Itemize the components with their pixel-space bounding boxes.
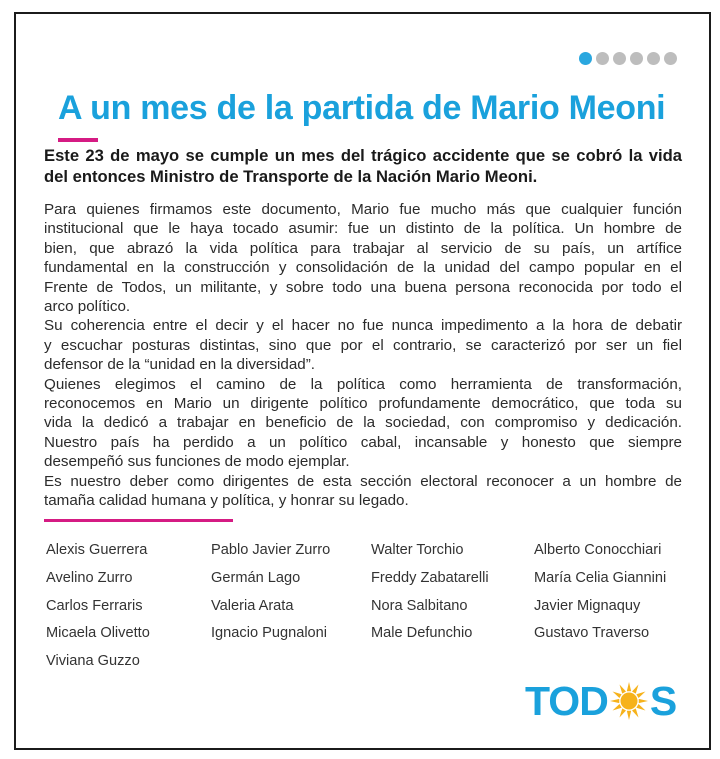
signer-name: Avelino Zurro bbox=[46, 569, 133, 586]
lead-line: Este 23 de mayo se cumple un mes del trágico accidente que se cobró la vida bbox=[44, 146, 682, 165]
sun-ray bbox=[639, 699, 648, 703]
logo-text-end: S bbox=[649, 678, 677, 724]
document-title: A un mes de la partida de Mario Meoni bbox=[58, 89, 666, 127]
body-line: Es nuestro deber como dirigentes de esta sección electoral reconocer a un hombre de bbox=[44, 472, 682, 490]
signer-name: Walter Torchio bbox=[371, 542, 464, 558]
body-line: vida la dedicó a trabajar en beneficio de la sociedad, con compromiso y dedicación. bbox=[44, 414, 682, 432]
page-dot[interactable] bbox=[579, 52, 592, 65]
signer-name: Pablo Javier Zurro bbox=[211, 542, 331, 558]
body-line: reconocemos en Mario un dirigente político profundamente democrático, que toda su bbox=[44, 395, 682, 413]
signer-name: Gustavo Traverso bbox=[534, 625, 650, 642]
signer-name: Alberto Conocchiari bbox=[534, 542, 662, 558]
sun-ray bbox=[612, 692, 621, 699]
body-line: Su coherencia entre el decir y el hacer no fue nunca impedimento a la hora de debatir bbox=[44, 317, 682, 335]
body-line: Nuestro país ha perdido a un político cabal, incansable y honesto que siempre bbox=[44, 433, 682, 451]
signer-name: María Celia Giannini bbox=[534, 569, 667, 586]
lead-paragraph bbox=[44, 145, 682, 187]
sun-ray bbox=[612, 704, 621, 711]
signers-list bbox=[46, 537, 696, 676]
signer-name: Carlos Ferraris bbox=[46, 597, 143, 614]
signer-name: Nora Salbitano bbox=[371, 597, 468, 614]
signer-name: Ignacio Pugnaloni bbox=[211, 625, 328, 642]
sun-ray bbox=[610, 699, 619, 703]
page-dot[interactable] bbox=[630, 52, 643, 65]
body-line: Para quienes firmamos este documento, Mario fue mucho más que cualquier función bbox=[44, 201, 682, 218]
sun-ray bbox=[636, 704, 645, 711]
body-line: Quienes elegimos el camino de la política como herramienta de transformación, bbox=[44, 375, 682, 393]
body-line: defensor de la “unidad en la diversidad”. bbox=[44, 356, 316, 374]
sun-ray bbox=[627, 682, 631, 691]
signer-name: Alexis Guerrera bbox=[46, 542, 148, 558]
body-line: y escuchar posturas distintas, sino que por el contrario, se caracterizó por ser un fiel bbox=[44, 336, 682, 354]
body-line: institucional que le haya tocado asumir: fue un distinto de la política. Un hombre de bbox=[44, 220, 682, 238]
signer-name: Micaela Olivetto bbox=[46, 625, 150, 642]
body-line: Frente de Todos, un militante, y sobre todo una buena persona reconocida por todo el bbox=[44, 278, 682, 296]
sun-ray bbox=[632, 708, 639, 717]
todos-logo bbox=[525, 676, 676, 726]
logo-text-start: TOD bbox=[525, 678, 608, 724]
body-text bbox=[44, 200, 682, 511]
body-line: desempeñó sus funciones de modo ejemplar. bbox=[44, 453, 350, 471]
sun-ray bbox=[619, 685, 626, 694]
sun-ray bbox=[627, 711, 631, 720]
sun-ray bbox=[632, 685, 639, 694]
page-dot[interactable] bbox=[647, 52, 660, 65]
body-line: fundamental en la construcción y consolidación de la unidad del campo popular en el bbox=[44, 259, 682, 277]
page-dot[interactable] bbox=[596, 52, 609, 65]
signer-name: Javier Mignaquy bbox=[534, 597, 641, 614]
page-indicator[interactable] bbox=[579, 52, 677, 65]
body-line: tamaña calidad humana y política, y honrar su legado. bbox=[44, 492, 409, 510]
sun-icon bbox=[609, 681, 649, 721]
page-dot[interactable] bbox=[664, 52, 677, 65]
lead-line: del entonces Ministro de Transporte de la Nación Mario Meoni. bbox=[44, 167, 538, 186]
body-line: bien, que abrazó la vida política para trabajar al servicio de su país, un artífice bbox=[44, 239, 682, 257]
signer-name: Viviana Guzzo bbox=[46, 653, 140, 670]
signer-name: Freddy Zabatarelli bbox=[371, 569, 489, 586]
sun-ray bbox=[619, 708, 626, 717]
signer-name: Valeria Arata bbox=[211, 597, 294, 614]
signer-name: Male Defunchio bbox=[371, 625, 473, 642]
signatures-divider bbox=[44, 519, 233, 522]
sun-ray bbox=[636, 692, 645, 699]
page-dot[interactable] bbox=[613, 52, 626, 65]
signer-name: Germán Lago bbox=[211, 569, 301, 586]
title-underline bbox=[58, 138, 98, 142]
body-line: arco político. bbox=[44, 298, 131, 316]
